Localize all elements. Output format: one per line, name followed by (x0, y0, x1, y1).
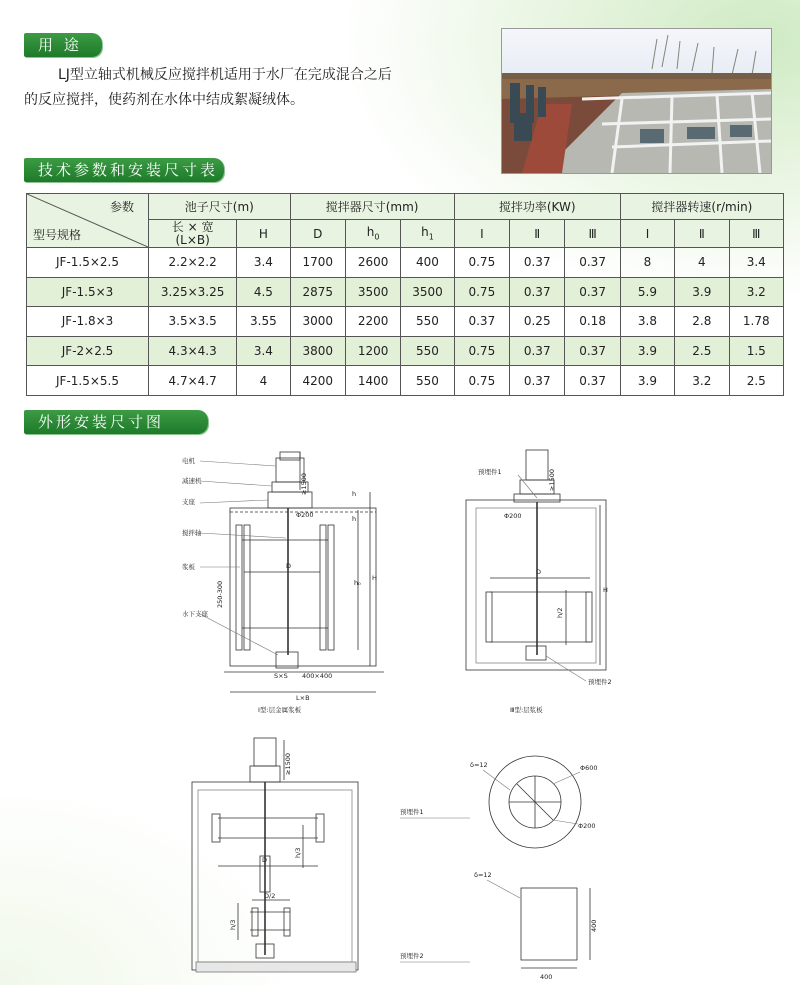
label-400x400: 400×400 (302, 672, 333, 680)
table-cell: 0.37 (454, 307, 509, 337)
usage-text-line-1: LJ型立轴式机械反应搅拌机适用于水厂在完成混合之后 (58, 67, 392, 83)
table-cell: 0.37 (565, 366, 620, 396)
subheader-speed-3: Ⅲ (729, 220, 784, 248)
table-cell: 3800 (290, 336, 345, 366)
table-cell: 550 (401, 336, 454, 366)
table-cell: 1200 (345, 336, 400, 366)
table-cell: 3.5×3.5 (149, 307, 237, 337)
table-cell: 0.37 (510, 336, 565, 366)
embedded-part-2 (400, 880, 590, 968)
label-h-upper: h (352, 490, 357, 498)
label-phi600: Φ600 (580, 764, 598, 772)
table-cell: 3.55 (237, 307, 290, 337)
paddle-right (586, 592, 592, 642)
table-cell: 4 (675, 248, 729, 278)
table-cell: JF-1.5×2.5 (27, 248, 149, 278)
table-cell: 0.18 (565, 307, 620, 337)
table-cell: 3.25×3.25 (149, 277, 237, 307)
label-delta-12-b: δ=12 (474, 871, 492, 879)
label-phi200-c: Φ200 (578, 822, 596, 830)
label-d: D (286, 562, 292, 570)
table-cell: 0.37 (510, 277, 565, 307)
callout-line (553, 772, 580, 784)
underwater-bearing (276, 652, 298, 668)
drawing-type-2 (192, 738, 358, 972)
table-cell: 550 (401, 307, 454, 337)
table-cell: 8 (620, 248, 674, 278)
tank-outline (192, 782, 358, 970)
table-cell: JF-1.5×3 (27, 277, 149, 307)
label-embed-1-b: 预埋件1 (400, 808, 424, 816)
table-cell: 2.5 (729, 366, 784, 396)
table-cell: 0.37 (565, 336, 620, 366)
table-cell: 0.37 (510, 248, 565, 278)
table-cell: 2.5 (675, 336, 729, 366)
subheader-power-2: Ⅱ (510, 220, 565, 248)
label-400-h: 400 (540, 973, 553, 981)
motor-top (280, 452, 300, 460)
table-cell: 2875 (290, 277, 345, 307)
table-cell: 2600 (345, 248, 400, 278)
caption-type-1: Ⅰ型:层金属浆板 (258, 706, 302, 714)
callout-lines (200, 461, 286, 655)
table-cell: 4200 (290, 366, 345, 396)
paddle-right (320, 525, 334, 650)
table-cell: 4 (237, 366, 290, 396)
subheader-h0-sub: 0 (374, 232, 380, 242)
tank-inner (476, 508, 596, 663)
table-cell: 5.9 (620, 277, 674, 307)
table-cell: 1400 (345, 366, 400, 396)
label-250-300: 250-300 (216, 580, 224, 608)
embedded-part-1 (400, 756, 581, 848)
table-cell: 4.3×4.3 (149, 336, 237, 366)
table-cell: 0.75 (454, 248, 509, 278)
table-cell: 3.2 (729, 277, 784, 307)
callout-line (487, 880, 520, 898)
label-1500-b: ≥1500 (548, 469, 556, 491)
label-h: h (352, 515, 357, 523)
header-agitator-power: 搅拌功率(KW) (454, 194, 620, 220)
table-cell: 3.9 (620, 336, 674, 366)
label-big-h: H (372, 574, 377, 582)
table-cell: 3.9 (675, 277, 729, 307)
label-hv3-lower: h/3 (229, 919, 237, 930)
label-h0: h₀ (354, 579, 361, 587)
subheader-h1-base: h (421, 225, 429, 240)
section-usage-heading: 用 途 (24, 33, 102, 57)
label-s-s: S×S (274, 672, 288, 680)
drawing-type-1 (200, 452, 384, 692)
label-d-c: D (262, 856, 268, 864)
subheader-lw-line1: 长 × 宽 (171, 219, 214, 234)
table-cell: 4.7×4.7 (149, 366, 237, 396)
table-cell: JF-1.8×3 (27, 307, 149, 337)
subheader-speed-1: Ⅰ (620, 220, 674, 248)
subheader-power-3: Ⅲ (565, 220, 620, 248)
label-hv3-upper: h/3 (294, 847, 302, 858)
subheader-h1-sub: 1 (428, 232, 434, 242)
motor (254, 738, 276, 766)
label-1500-a: ≥1500 (300, 473, 308, 495)
paddle-left (236, 525, 250, 650)
label-1500-c: ≥1500 (284, 753, 292, 775)
table-cell: 3.9 (620, 366, 674, 396)
table-cell: 0.75 (454, 336, 509, 366)
label-big-h-b: H (603, 586, 608, 594)
header-agitator-speed: 搅拌器转速(r/min) (620, 194, 783, 220)
table-cell: JF-2×2.5 (27, 336, 149, 366)
subheader-h: H (237, 220, 290, 248)
label-embed-1-a: 预埋件1 (478, 468, 502, 476)
callout-line (553, 820, 578, 824)
table-cell: 0.37 (565, 248, 620, 278)
section-params-heading: 技术参数和安装尺寸表 (24, 158, 224, 182)
table-cell: 3500 (401, 277, 454, 307)
square-plate (521, 888, 577, 960)
label-d-b: D (536, 568, 542, 576)
table-cell: 2200 (345, 307, 400, 337)
tank-inner (198, 790, 352, 962)
header-model: 型号规格 (33, 228, 82, 242)
table-cell: JF-1.5×5.5 (27, 366, 149, 396)
callout-line (483, 770, 510, 790)
bottom-bearing (526, 646, 546, 660)
label-delta-12-a: δ=12 (470, 761, 488, 769)
drawing-type-3 (466, 450, 606, 681)
header-params: 参数 (110, 200, 135, 214)
subheader-lw-line2: (L×B) (175, 232, 210, 247)
table-cell: 1.5 (729, 336, 784, 366)
table-cell: 0.75 (454, 277, 509, 307)
table-cell: 2.2×2.2 (149, 248, 237, 278)
table-cell: 2.8 (675, 307, 729, 337)
table-cell: 3.4 (729, 248, 784, 278)
label-lb: L×B (296, 694, 310, 702)
table-cell: 3.4 (237, 336, 290, 366)
label-motor: 电机 (182, 457, 195, 465)
header-agitator-size: 搅拌器尺寸(mm) (290, 194, 454, 220)
table-cell: 400 (401, 248, 454, 278)
label-shaft: 搅拌轴 (182, 529, 202, 537)
table-cell: 1.78 (729, 307, 784, 337)
table-cell: 3500 (345, 277, 400, 307)
label-phi200-b: Φ200 (504, 512, 522, 520)
table-cell: 3.4 (237, 248, 290, 278)
paddle-left (486, 592, 492, 642)
table-cell: 0.37 (510, 366, 565, 396)
label-support: 支座 (182, 498, 195, 506)
table-cell: 0.25 (510, 307, 565, 337)
label-underwater-support: 水下支座 (182, 610, 208, 618)
label-phi200: Φ200 (296, 511, 314, 519)
table-cell: 1700 (290, 248, 345, 278)
subheader-d: D (290, 220, 345, 248)
label-reducer: 减速机 (182, 477, 202, 485)
label-400-v: 400 (590, 919, 598, 932)
subheader-speed-2: Ⅱ (675, 220, 729, 248)
table-cell: 3.2 (675, 366, 729, 396)
table-cell: 0.75 (454, 366, 509, 396)
concrete-floor (196, 962, 356, 972)
label-d2: D/2 (264, 892, 276, 900)
label-embed-2-a: 预埋件2 (588, 678, 612, 686)
table-cell: 4.5 (237, 277, 290, 307)
table-cell: 3.8 (620, 307, 674, 337)
motor (526, 450, 548, 480)
caption-type-3: Ⅲ型:层浆板 (510, 706, 543, 714)
section-drawing-heading: 外形安装尺寸图 (24, 410, 208, 434)
subheader-h0-base: h (366, 225, 375, 240)
label-embed-2-b: 预埋件2 (400, 952, 424, 960)
label-hv2: h/2 (556, 607, 564, 618)
table-cell: 550 (401, 366, 454, 396)
usage-text-line-2: 的反应搅拌，使药剂在水体中结成絮凝绒体。 (24, 92, 304, 108)
reducer (250, 766, 280, 782)
subheader-power-1: Ⅰ (454, 220, 509, 248)
table-cell: 0.37 (565, 277, 620, 307)
table-cell: 3000 (290, 307, 345, 337)
tank-outline (230, 508, 376, 666)
tank-outline (466, 500, 606, 670)
label-paddle: 浆板 (182, 563, 195, 571)
header-pool-size: 池子尺寸(m) (149, 194, 291, 220)
